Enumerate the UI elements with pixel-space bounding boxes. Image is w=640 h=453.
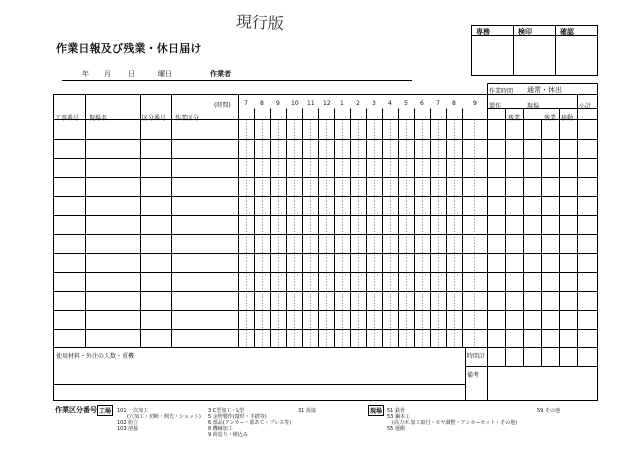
header-manufacture: 製作 bbox=[489, 103, 502, 110]
legend-factory-item: 101 一次加工 bbox=[117, 408, 149, 414]
hour-label: 8 bbox=[260, 100, 264, 107]
hour-label: 8 bbox=[452, 100, 456, 107]
header-travel: 移動 bbox=[561, 115, 574, 122]
legend-field-item: 51 鉄骨 bbox=[387, 408, 405, 414]
hour-label: 7 bbox=[244, 100, 248, 107]
legend-factory-item: 9 荷造り・積込み bbox=[208, 432, 248, 438]
approval-label-director: 専務 bbox=[476, 28, 490, 36]
legend-field-label: 現場 bbox=[368, 405, 384, 416]
remarks-label: 備考 bbox=[467, 372, 480, 379]
legend-factory-label: 工場 bbox=[97, 405, 113, 416]
hour-label: 11 bbox=[307, 100, 315, 107]
hour-label: 7 bbox=[436, 100, 440, 107]
year-label: 年 bbox=[82, 70, 89, 78]
legend-factory-item: 8 機械加工 bbox=[208, 426, 233, 432]
header-work-category: 作業区分 bbox=[175, 115, 200, 122]
legend-field-item: 53 鋼本工 bbox=[387, 414, 410, 420]
worker-label: 作業者 bbox=[210, 70, 231, 78]
header-shift: 通常・休出 bbox=[527, 86, 562, 94]
header-subtotal: 小計 bbox=[579, 103, 592, 110]
hour-label: 2 bbox=[356, 100, 360, 107]
legend-other-item: 59 その他 bbox=[537, 408, 560, 414]
day-label: 日 bbox=[128, 70, 135, 78]
header-overtime-1: 残業 bbox=[508, 115, 521, 122]
form-title: 作業日報及び残業・休日届け bbox=[56, 42, 202, 55]
header-job-no: 工事番号 bbox=[55, 115, 80, 122]
approval-label-confirm: 確認 bbox=[560, 28, 574, 36]
hour-label: 4 bbox=[388, 100, 392, 107]
legend-field-item: (高力ボ.加工取付・モヤ調整・アンカーセット・その他) bbox=[392, 420, 518, 426]
hour-label: 1 bbox=[340, 100, 344, 107]
header-category-no: 区分番号 bbox=[142, 115, 167, 122]
header-overtime-2: 残業 bbox=[544, 115, 557, 122]
legend-factory-item: 6 部品(アンカー・部あて・プレス等) bbox=[208, 420, 292, 426]
handwritten-note: 現行版 bbox=[235, 11, 285, 34]
hour-label: 10 bbox=[291, 100, 299, 107]
hour-label: 12 bbox=[323, 100, 331, 107]
legend-factory-item: 31 設協 bbox=[298, 408, 316, 414]
legend-title: 作業区分番号 bbox=[55, 406, 97, 414]
month-label: 月 bbox=[104, 70, 111, 78]
header-time-label: (時間) bbox=[214, 102, 231, 109]
header-site: 現場 bbox=[527, 103, 540, 110]
hour-label: 9 bbox=[276, 100, 280, 107]
header-site-name: 現場名 bbox=[89, 115, 108, 122]
hour-label: 9 bbox=[473, 100, 477, 107]
legend-factory-item: (穴加工・切断・開先・ショット) bbox=[127, 414, 201, 420]
legend-factory-item: 103 溶接 bbox=[117, 426, 139, 432]
hour-label: 5 bbox=[404, 100, 408, 107]
approval-label-inspect: 検印 bbox=[518, 28, 532, 36]
legend-field-item: 55 運搬 bbox=[387, 426, 405, 432]
header-work-time: 作業時間 bbox=[489, 88, 514, 95]
hour-label: 3 bbox=[372, 100, 376, 107]
legend-factory-item: 5 金物製作(環形・手摺等) bbox=[208, 414, 267, 420]
legend-factory-item: 3 C型加工・L型 bbox=[208, 408, 245, 414]
hour-label: 6 bbox=[420, 100, 424, 107]
legend-factory-item: 102 組立 bbox=[117, 420, 139, 426]
weekday-label: 曜日 bbox=[158, 70, 172, 78]
time-total-label: 時間計 bbox=[467, 353, 486, 360]
materials-label: 使用材料・外注の人数・重機 bbox=[56, 353, 135, 360]
